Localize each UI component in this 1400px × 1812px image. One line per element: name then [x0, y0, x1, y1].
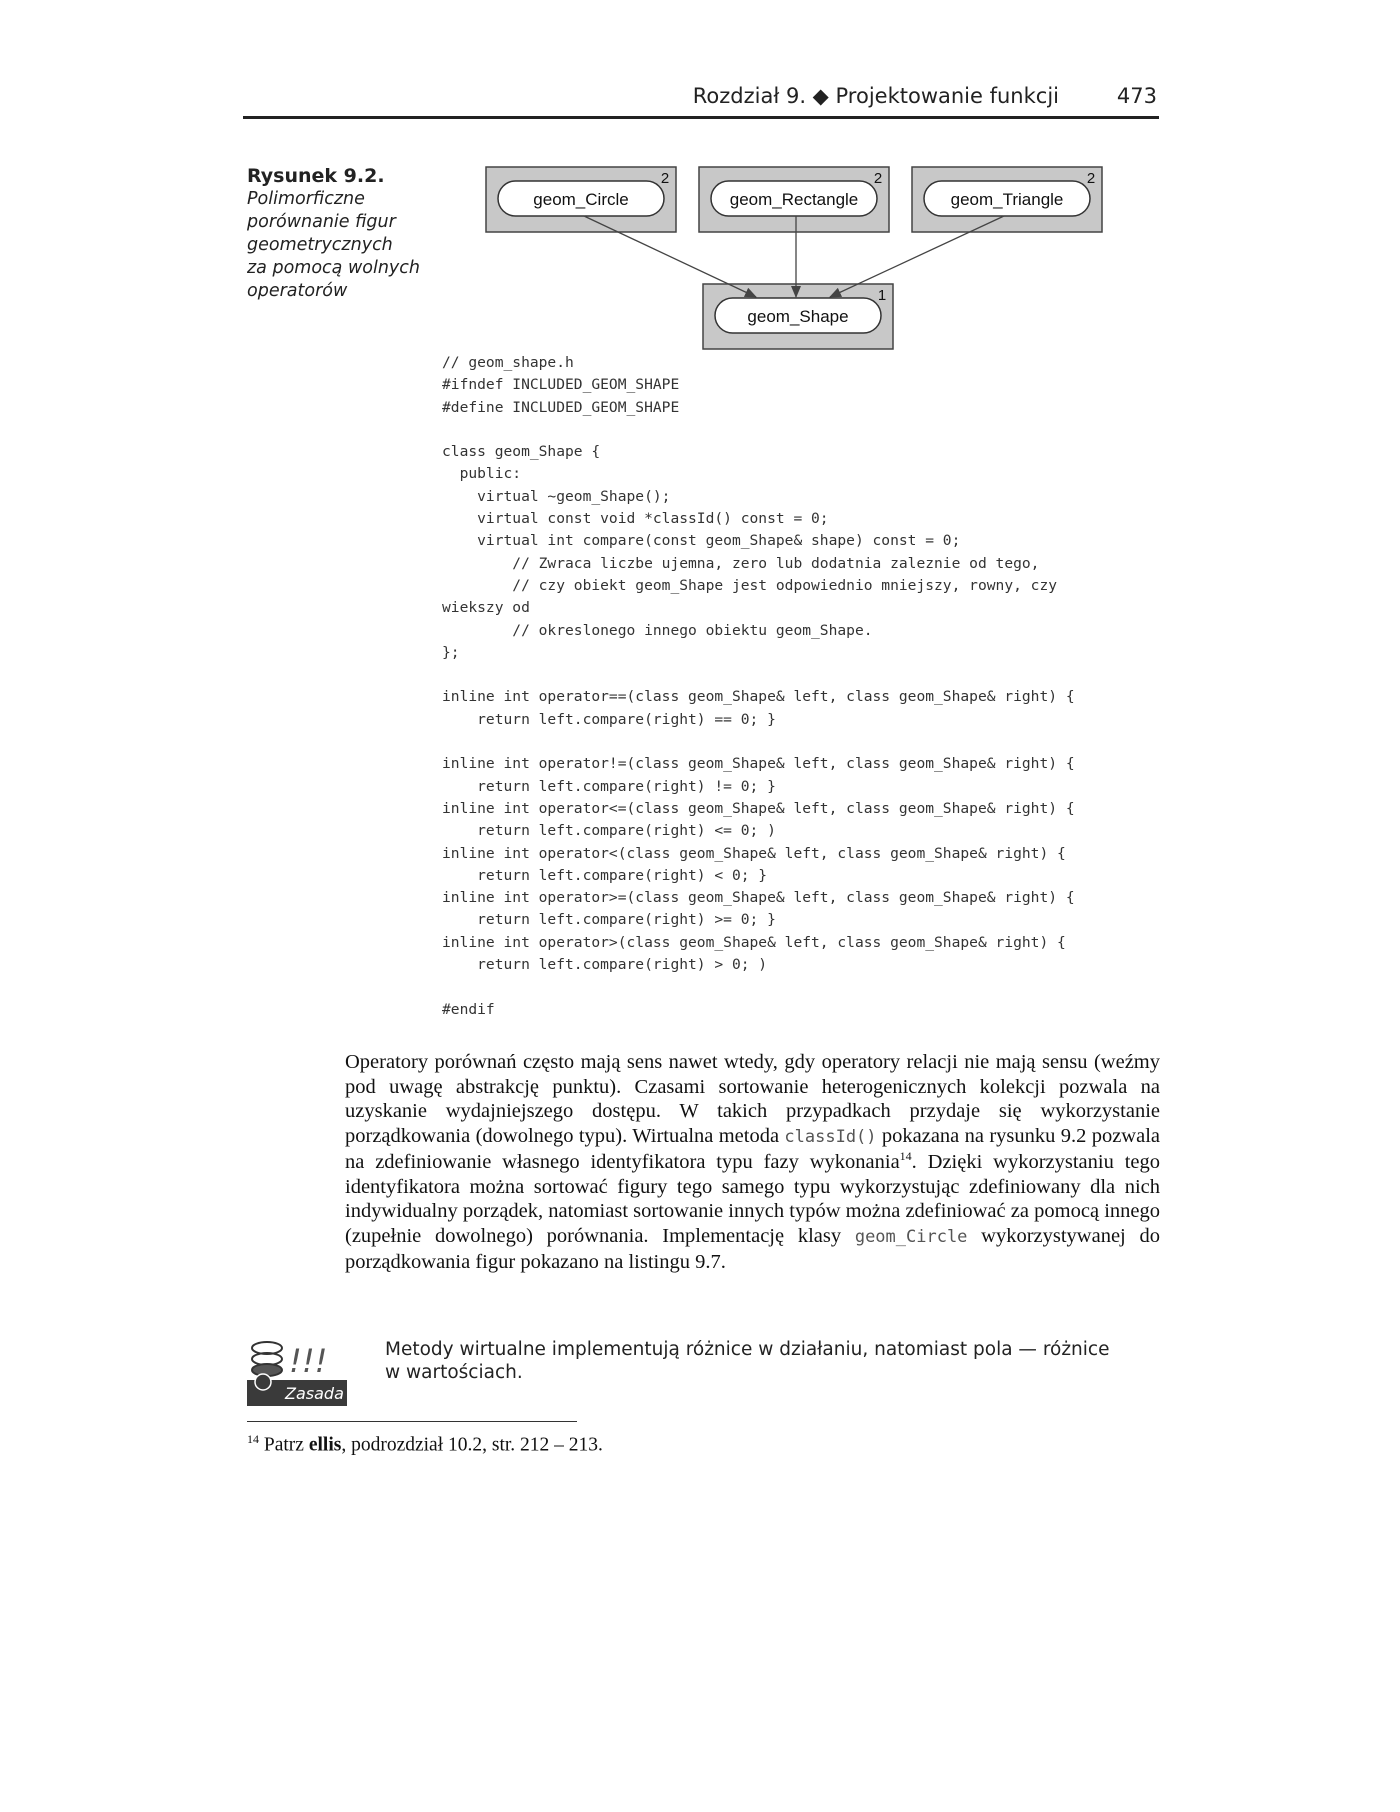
node-label: geom_Circle	[533, 190, 629, 209]
page-header	[243, 82, 1159, 119]
body-text-part: pokazana na rysunku 9.2 pozwala na zdefiniowanie własnego identyfikatora typu fazy wykonania	[345, 1125, 1160, 1173]
node-level: 2	[1086, 170, 1096, 187]
footnote-number: 14	[247, 1432, 259, 1446]
footnote-separator	[247, 1421, 577, 1422]
node-label: geom_Rectangle	[729, 190, 859, 209]
footnote-text: , podrozdział 10.2, str. 212 – 213.	[341, 1434, 603, 1456]
code-listing: // geom_shape.h #ifndef INCLUDED_GEOM_SHAPE #define INCLUDED_GEOM_SHAPE class geom_Shape { public: virtual ~geom_Shape(); virtual const void *classId() const = 0; virtual int compare(const geom_Shape& shape) const = 0; // Zwraca liczbe ujemna, zero lub dodatnia zaleznie od tego, // czy obiekt geom_Shape jest odpowiednio mniejszy, rowny, czy wiekszy od // okreslonego innego obiektu geom_Shape. }; inline int operator==(class geom_Shape& left, class geom_Shape& right) { return left.compare(right) == 0; } inline int operator!=(class geom_Shape& left, class geom_Shape& right) { return left.compare(right) != 0; } inline int operator<=(class geom_Shape& left, class geom_Shape& right) { return left.compare(right) <= 0; ) inline int operator<(class geom_Shape& left, class geom_Shape& right) { return left.compare(right) < 0; } inline int operator>=(class geom_Shape& left, class geom_Shape& right) { return left.compare(right) >= 0; } inline int operator>(class geom_Shape& left, class geom_Shape& right) { return left.compare(right) > 0; ) #endif	[442, 354, 1075, 1018]
caption-line: Polimorficzne	[247, 189, 365, 209]
body-paragraph	[345, 1050, 1160, 1274]
diagram-node-circle	[486, 167, 676, 232]
caption-line: geometrycznych	[247, 235, 393, 255]
rule-icon-label: Zasada	[285, 1384, 344, 1403]
rule-icon-marks: !!!	[289, 1342, 328, 1380]
node-label: geom_Triangle	[950, 190, 1064, 209]
footnote	[247, 1432, 603, 1457]
footnote-author: ellis	[308, 1434, 342, 1456]
node-level: 2	[660, 170, 670, 187]
inline-code: classId()	[784, 1127, 877, 1148]
body-text-part: wykorzystywanej do porządkowania figur pokazano na listingu 9.7.	[345, 1224, 1160, 1273]
footnote-text: Patrz	[259, 1434, 309, 1456]
body-text-part: Operatory porównań często mają sens nawet wtedy, gdy operatory relacji nie mają sensu (weźmy pod uwagę abstrakcję punktu). Czasami sortowanie heterogenicznych kolekcji pozwala na uzyskanie wydajniejszego dostępu. W takich przypadkach przydaje się wykorzystanie porządkowania (dowolnego typu). Wirtualna metoda	[345, 1051, 1160, 1148]
footnote-reference: 14	[899, 1148, 912, 1163]
diagram-node-shape	[703, 284, 893, 349]
page-number: 473	[1116, 84, 1157, 108]
diagram-node-triangle	[912, 167, 1102, 232]
figure-label: Rysunek 9.2.	[247, 165, 385, 187]
caption-line: za pomocą wolnych	[247, 258, 420, 278]
caption-line: porównanie figur	[247, 212, 396, 232]
caption-line: operatorów	[247, 281, 348, 301]
node-label: geom_Shape	[747, 307, 849, 326]
node-level: 2	[873, 170, 883, 187]
diagram-node-rectangle	[699, 167, 889, 232]
class-diagram	[484, 164, 1114, 354]
figure-caption	[247, 164, 437, 303]
rule-icon	[247, 1336, 347, 1406]
chapter-title: Rozdział 9. ◆ Projektowanie funkcji	[692, 84, 1059, 108]
body-text-part: . Dzięki wykorzystaniu tego identyfikatora można sortować figury tego samego typu wykorzystując zdefiniowany dla nich indywidualny porządek, natomiast sortowanie innych typów można zdefiniować za pomocą innego (zupełnie dowolnego) porównania. Implementację klasy	[345, 1150, 1160, 1247]
inline-code: geom_Circle	[854, 1226, 968, 1247]
figure-caption-text	[247, 188, 437, 303]
rule-text: Metody wirtualne implementują różnice w działaniu, natomiast pola — różnice w wartościach.	[385, 1339, 1110, 1383]
node-level: 1	[877, 287, 887, 304]
